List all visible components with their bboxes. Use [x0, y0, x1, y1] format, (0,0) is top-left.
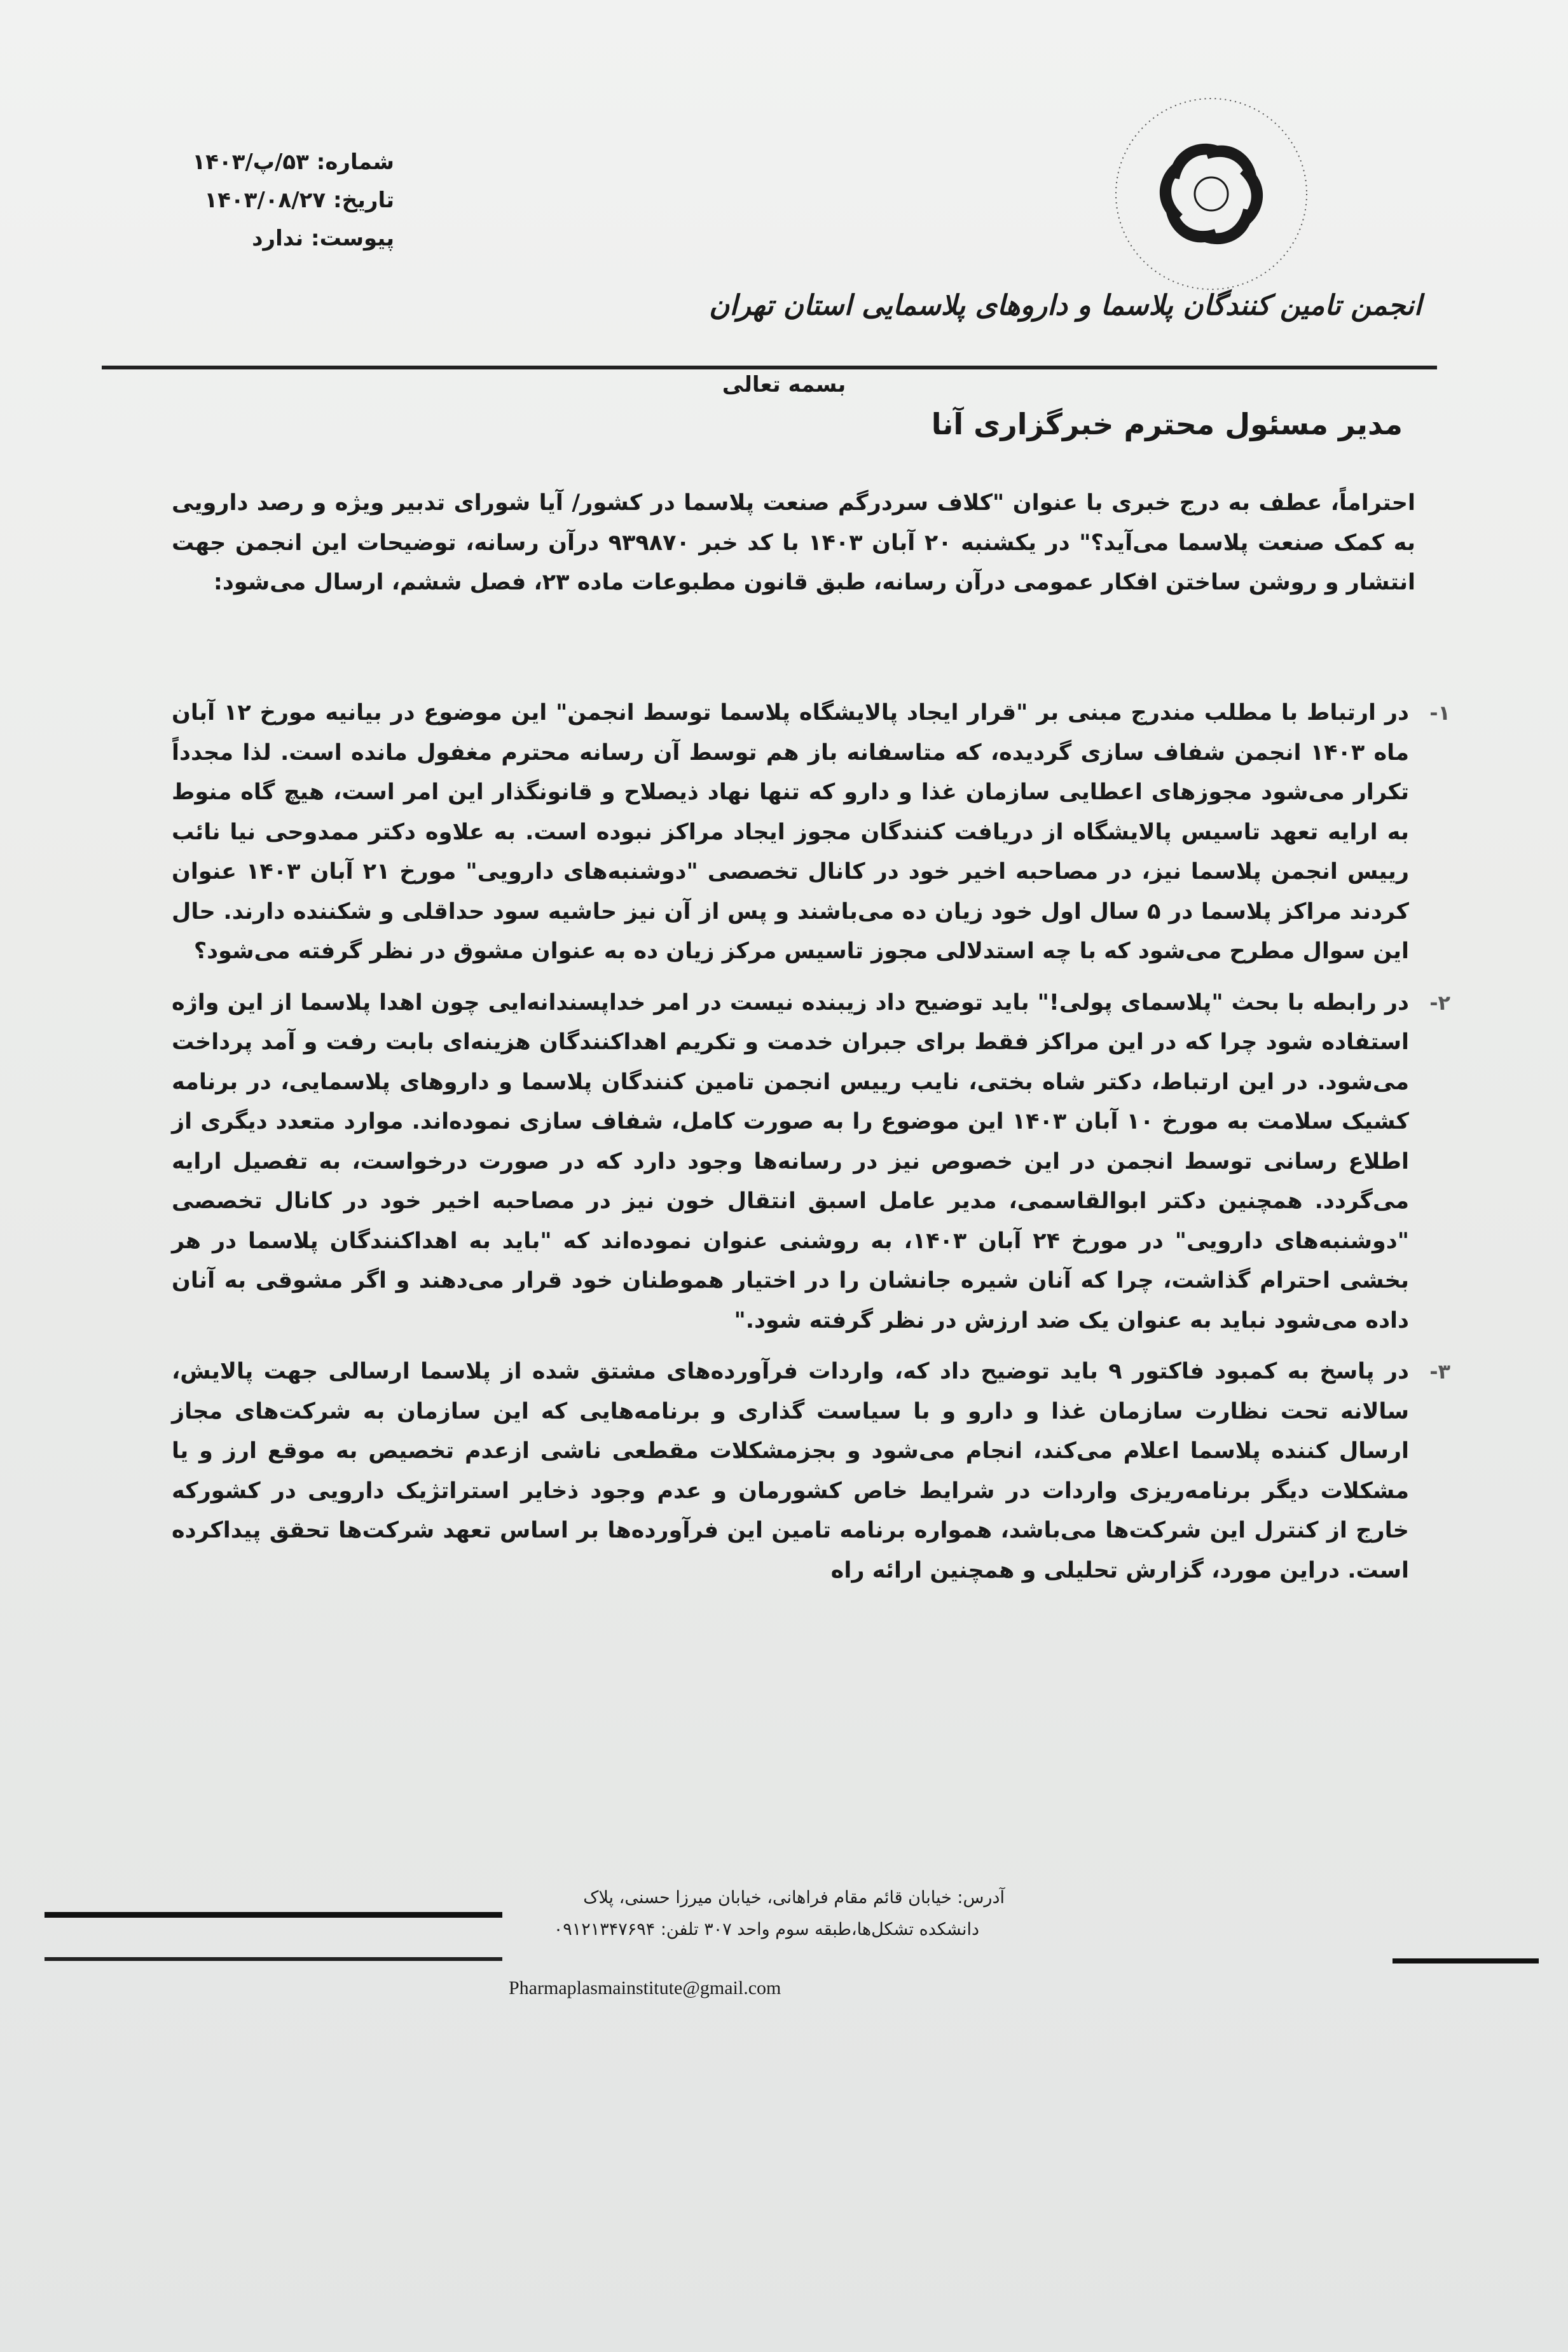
header-divider — [102, 366, 1437, 369]
letter-number: شماره: ۵۳/پ/۱۴۰۳ — [192, 149, 394, 175]
list-item — [172, 1352, 1450, 1590]
footer-address — [509, 1882, 1005, 1946]
footer-divider-right — [1393, 1958, 1539, 1963]
letter-date: تاریخ: ۱۴۰۳/۰۸/۲۷ — [204, 188, 394, 213]
organization-name: انجمن تامین کنندگان پلاسما و داروهای پلاسمایی استان تهران — [709, 289, 1422, 322]
intro-paragraph: احتراماً، عطف به درج خبری با عنوان "کلاف سردرگم صنعت پلاسما در کشور/ آیا شورای تدبیر ویژه و رصد دارویی به کمک صنعت پلاسما می‌آید؟" در یکشنبه ۲۰ آبان ۱۴۰۳ با کد خبر ۹۳۹۸۷۰ درآن رسانه، توضیحات این انجمن جهت انتشار و روشن ساختن افکار عمومی درآن رسانه، طبق قانون مطبوعات ماده ۲۳، فصل ششم، ارسال می‌شود: — [172, 490, 1415, 595]
letter-attachment: پیوست: ندارد — [252, 226, 394, 251]
bismillah: بسمه تعالی — [722, 372, 846, 397]
item-text: در ارتباط با مطلب مندرج مبنی بر "قرار ایجاد پالایشگاه پلاسما توسط انجمن" این موضوع در بیانیه مورخ ۱۲ آبان ماه ۱۴۰۳ انجمن شفاف سازی گردیده، که متاسفانه باز هم توسط آن رسانه محترم مغفول مانده است. لذا مجدداً تکرار می‌شود مجوزهای اعطایی سازمان غذا و دارو که تنها نهاد ذیصلاح و قانونگذار این امر است، هیچ گاه منوط به ارایه تعهد تاسیس پالایشگاه از دریافت کنندگان مجوز ایجاد مراکز نبوده است. به علاوه دکتر ممدوحی نیا نائب رییس انجمن پلاسما نیز، در مصاحبه اخیر خود در کانال تخصصی "دوشنبه‌های دارویی" مورخ ۲۱ آبان ۱۴۰۳ عنوان کردند مراکز پلاسما در ۵ سال اول خود زیان ده می‌باشند و پس از آن نیز حاشیه سود حداقلی و شکننده دارند. حال این سوال مطرح می‌شود که با چه استدلالی مجوز تاسیس مرکز زیان ده به عنوان مشوق در نظر گرفته می‌شود؟ — [172, 700, 1410, 964]
list-item — [172, 693, 1450, 972]
item-number: ۲- — [1429, 990, 1450, 1015]
letter-intro — [172, 483, 1415, 603]
addressee: مدیر مسئول محترم خبرگزاری آنا — [931, 407, 1403, 441]
letter-items — [172, 693, 1450, 1602]
footer-divider-lower — [45, 1957, 502, 1961]
item-text: در پاسخ به کمبود فاکتور ۹ باید توضیح داد که، واردات فرآورده‌های مشتق شده از پلاسما ارسالی جهت پالایش، سالانه تحت نظارت سازمان غذا و دارو و با سیاست گذاری و برنامه‌هایی که این سازمان به شرکت‌های مجاز ارسال کننده پلاسما اعلام می‌کند، انجام می‌شود و بجزمشکلات مقطعی ناشی ازعدم تخصیص به موقع ارز و یا مشکلات دیگر برنامه‌ریزی واردات در شرایط خاص کشورمان و عدم وجود ذخایر استراتژیک دارویی در کشورکه خارج از کنترل این شرکت‌ها می‌باشد، همواره برنامه تامین این فرآورده‌ها بر اساس تعهد شرکت‌ها تحقق پیداکرده است. دراین مورد، گزارش تحلیلی و همچنین ارائه راه — [172, 1359, 1409, 1583]
letter-meta — [178, 143, 394, 258]
item-number: ۱- — [1429, 701, 1450, 725]
item-text: در رابطه با بحث "پلاسمای پولی!" باید توضیح داد زیبنده نیست در امر خداپسندانه‌ایی چون اهدا پلاسما از این واژه استفاده شود چرا که در این مراکز فقط برای جبران خدمت و تکریم اهداکنندگان هزینه‌ای بابت رفت و آمد پرداخت می‌شود. در این ارتباط، دکتر شاه بختی، نایب رییس انجمن تامین کنندگان پلاسما و داروهای پلاسمایی، در برنامه کشیک سلامت به مورخ ۱۰ آبان ۱۴۰۳ این موضوع را به صورت کامل، شفاف سازی نموده‌اند. موارد متعدد دیگری از اطلاع رسانی توسط انجمن در این خصوص نیز در رسانه‌ها وجود دارد که در صورت درخواست، به تفصیل ارایه می‌گردد. همچنین دکتر ابوالقاسمی، مدیر عامل اسبق انتقال خون نیز در مصاحبه اخیر خود در کانال تخصصی "دوشنبه‌های دارویی" در مورخ ۲۴ آبان ۱۴۰۳، به روشنی عنوان نموده‌اند که "باید به اهداکنندگان پلاسما در هر بخشی احترام گذاشت، چرا که آنان شیره جانشان را در اختیار هموطنان خود قرار می‌دهند و اگر مشوقی به آنان داده می‌شود نباید به عنوان یک ضد ارزش در نظر گرفته شود." — [172, 989, 1409, 1333]
address-line-1: آدرس: خیابان قائم مقام فراهانی، خیابان میرزا حسنی، پلاک — [583, 1888, 1005, 1908]
item-number: ۳- — [1429, 1359, 1450, 1384]
footer-email[interactable]: Pharmaplasmainstitute@gmail.com — [509, 1977, 781, 1998]
address-line-2: دانشکده تشکل‌ها،طبقه سوم واحد ۳۰۷ تلفن: ۰۹۱۲۱۳۴۷۶۹۴ — [553, 1920, 979, 1939]
association-logo — [1106, 89, 1316, 299]
footer-divider — [45, 1912, 502, 1918]
list-item — [172, 983, 1450, 1341]
